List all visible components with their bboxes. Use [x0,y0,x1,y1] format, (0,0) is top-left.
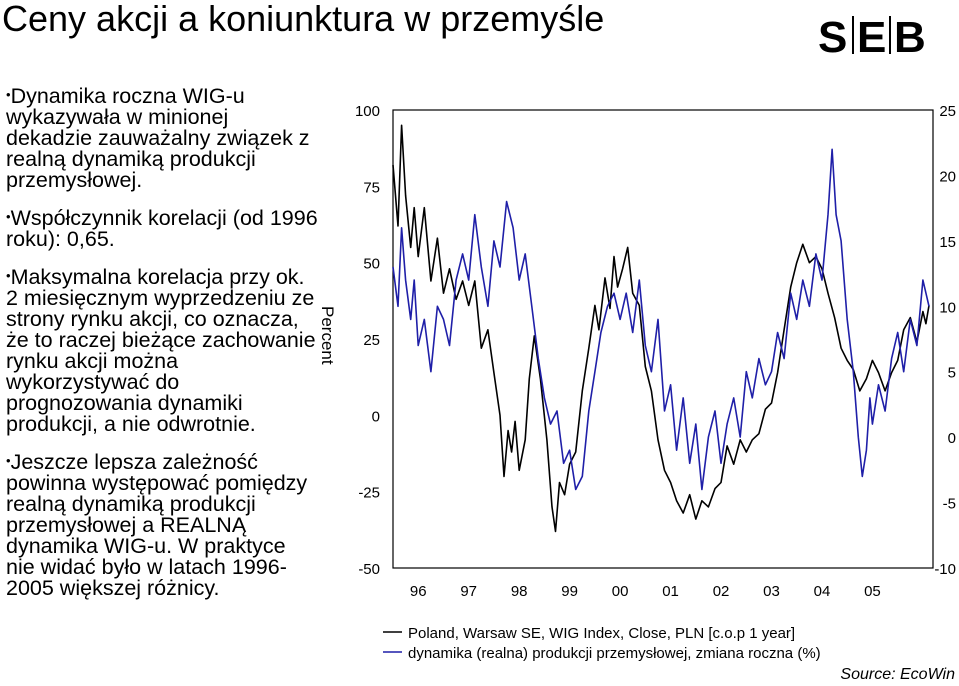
y-tick-label-left: -25 [358,484,380,502]
page-title: Ceny akcji a koniunktura w przemyśle [2,0,605,39]
x-tick-label: 01 [662,583,679,600]
svg-text:S: S [818,13,847,58]
x-tick-label: 02 [712,583,730,600]
series-line-production [393,149,929,489]
bullet-item: • Maksymalna korelacja przy ok. 2 miesięcznym wyprzedzeniu ze strony rynku akcji, co oznacza, że to raczej bieżące zachowanie rynku akcji można wykorzystywać do prognozowania dynamiki produkcji, a nie odwrotnie. [6,265,318,435]
x-tick-label: 03 [763,583,780,600]
x-tick-label: 96 [409,583,427,600]
y-tick-label-right: 20 [939,168,956,186]
y-tick-label-left: 50 [363,255,380,273]
y-tick-label-right: 15 [939,233,956,251]
y-tick-label-left: 0 [371,408,380,426]
y-axis-label-left: Percent [318,306,337,365]
bullet-item: • Jeszcze lepsza zależność powinna występować pomiędzy realną dynamiką produkcji przemysłowej a REALNĄ dynamika WIG-u. W praktyce nie widać było w latach 1996-2005 większej różnicy. [6,450,318,599]
svg-text:E: E [857,13,887,58]
y-tick-label-right: 25 [939,103,956,120]
y-tick-label-left: 25 [363,332,380,349]
y-tick-label-right: -10 [934,561,956,578]
source-note: Source: EcoWin [840,666,955,683]
bullet-item: • Współczynnik korelacji (od 1996 roku): 0,65. [6,206,318,250]
y-tick-label-right: 0 [947,430,956,448]
y-tick-label-left: -50 [358,561,380,578]
y-tick-label-left: 75 [363,179,380,197]
legend [383,625,821,662]
x-tick-label: 04 [813,583,831,600]
y-tick-label-left: 100 [354,103,380,120]
bullet-item: • Dynamika roczna WIG-u wykazywała w minionej dekadzie zauważalny związek z realną dynamiką produkcji przemysłowej. [6,84,318,191]
x-tick-label: 99 [561,583,578,600]
x-tick-label: 05 [864,583,881,600]
svg-text:B: B [894,13,926,58]
x-tick-label: 00 [611,583,629,600]
y-tick-label-right: -5 [942,495,956,513]
legend-label-wig: Poland, Warsaw SE, WIG Index, Close, PLN [c.o.p 1 year] [408,625,796,642]
legend-label-production: dynamika (realna) produkcji przemysłowej, zmiana roczna (%) [408,645,821,662]
plot-frame [393,110,933,568]
y-tick-label-right: 5 [947,364,956,382]
y-tick-label-right: 10 [939,299,956,317]
x-tick-label: 98 [510,583,528,600]
x-tick-label: 97 [460,583,478,600]
